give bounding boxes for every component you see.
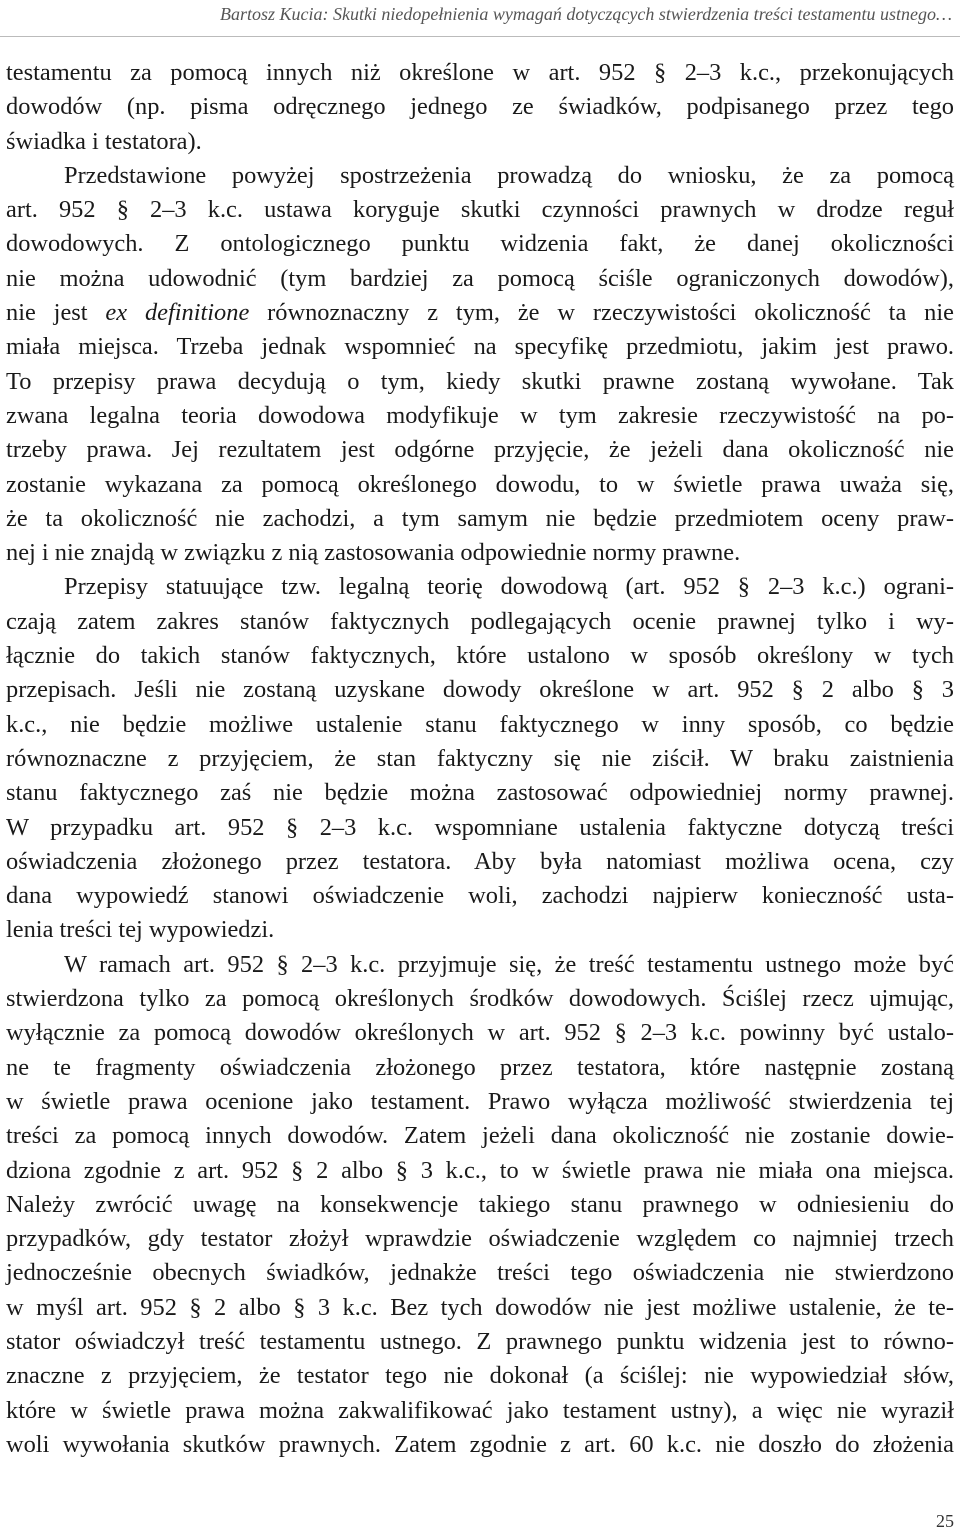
text-line: ne te fragmenty oświadczenia złożonego przez testatora, które następnie zostaną <box>6 1053 954 1081</box>
text-line: To przepisy prawa decydują o tym, kiedy skutki prawne zostaną wywołane. Tak <box>6 367 954 395</box>
text-line: przepisach. Jeśli nie zostaną uzyskane dowody określone w art. 952 § 2 albo § 3 <box>6 676 954 704</box>
text-line: w myśl art. 952 § 2 albo § 3 k.c. Bez tych dowodów nie jest możliwe ustalenie, że te- <box>6 1293 954 1321</box>
text-line: dziona zgodnie z art. 952 § 2 albo § 3 k.c., to w świetle prawa nie miała ona miejsca. <box>6 1156 954 1184</box>
text-line: zwana legalna teoria dowodowa modyfikuje w tym zakresie rzeczywistość na po- <box>6 401 954 429</box>
header-divider <box>0 36 960 37</box>
text-line: świadka i testatora). <box>6 127 202 155</box>
text-line: jednocześnie obecnych świadków, jednakże treści tego oświadczenia nie stwierdzono <box>6 1259 954 1287</box>
text-line: miała miejsca. Trzeba jednak wspomnieć na specyfikę przedmiotu, jakim jest prawo. <box>6 333 954 361</box>
text-line: stator oświadczył treść testamentu ustnego. Z prawnego punktu widzenia jest to równo- <box>6 1327 954 1355</box>
text-line: dana wypowiedź stanowi oświadczenie woli, zachodzi najpierw konieczność usta- <box>6 882 954 910</box>
text-line: dowodów (np. pisma odręcznego jednego ze świadków, podpisanego przez tego <box>6 93 954 121</box>
text-line: testamentu za pomocą innych niż określone w art. 952 § 2–3 k.c., przekonujących <box>6 59 954 86</box>
text-line: znaczne z przyjęciem, że testator tego nie dokonał (a ściślej: nie wypowiedział słów, <box>6 1362 954 1390</box>
page-number: 25 <box>936 1511 954 1531</box>
text-line: równoznaczne z przyjęciem, że stan faktyczny się nie ziścił. W braku zaistnienia <box>6 744 954 772</box>
text-line: trzeby prawa. Jej rezultatem jest odgórne przyjęcie, że jeżeli dana okoliczność nie <box>6 436 954 464</box>
text-line: przypadków, gdy testator złożył wprawdzie oświadczenie względem co najmniej trzech <box>6 1225 954 1253</box>
text-line: dowodowych. Z ontologicznego punktu widzenia fakt, że danej okoliczności <box>6 230 954 258</box>
text-line: czają zatem zakres stanów faktycznych podlegających ocenie prawnej tylko i wy- <box>6 607 954 635</box>
text-line: Należy zwrócić uwagę na konsekwencje takiego stanu prawnego w odniesieniu do <box>6 1190 954 1218</box>
text-line: nej i nie znajdą w związku z nią zastosowania odpowiednie normy prawne. <box>6 539 741 567</box>
text-line: Przepisy statuujące tzw. legalną teorię dowodową (art. 952 § 2–3 k.c.) ograni- <box>64 573 954 601</box>
text-line: w świetle prawa ocenione jako testament. Prawo wyłącza możliwość stwierdzenia tej <box>6 1087 954 1115</box>
text-line: stwierdzona tylko za pomocą określonych środków dowodowych. Ściślej rzecz ujmując, <box>6 985 954 1013</box>
text-line: k.c., nie będzie możliwe ustalenie stanu faktycznego w inny sposób, co będzie <box>6 710 954 738</box>
text-line: woli wywołania skutków prawnych. Zatem zgodnie z art. 60 k.c. nie doszło do złożenia <box>6 1430 954 1458</box>
text-line: łącznie do takich stanów faktycznych, które ustalono w sposób określony w tych <box>6 642 954 670</box>
body-text <box>6 56 954 1462</box>
text-line: treści za pomocą innych dowodów. Zatem jeżeli dana okoliczność nie zostanie dowie- <box>6 1122 954 1150</box>
text-line: że ta okoliczność nie zachodzi, a tym samym nie będzie przedmiotem oceny praw- <box>6 504 954 532</box>
text-line: wyłącznie za pomocą dowodów określonych w art. 952 § 2–3 k.c. powinny być ustalo- <box>6 1019 954 1047</box>
text-line: Przedstawione powyżej spostrzeżenia prowadzą do wniosku, że za pomocą <box>64 161 954 189</box>
text-line: oświadczenia złożonego przez testatora. Aby była natomiast możliwa ocena, czy <box>6 847 954 875</box>
text-line: nie można udowodnić (tym bardziej za pomocą ściśle ograniczonych dowodów), <box>6 264 954 292</box>
text-line: W przypadku art. 952 § 2–3 k.c. wspomniane ustalenia faktyczne dotyczą treści <box>6 813 954 841</box>
text-line: stanu faktycznego zaś nie będzie można zastosować odpowiedniej normy prawnej. <box>6 779 954 807</box>
italic-phrase: ex definitione <box>105 299 250 327</box>
text-line: nie jest ex definitione równoznaczny z tym, że w rzeczywistości okoliczność ta nie <box>6 299 954 327</box>
running-header: Bartosz Kucia: Skutki niedopełnienia wymagań dotyczących stwierdzenia treści testamentu ustnego… <box>219 4 952 24</box>
text-line: art. 952 § 2–3 k.c. ustawa koryguje skutki czynności prawnych w drodze reguł <box>6 196 954 224</box>
text-line: zostanie wykazana za pomocą określonego dowodu, to w świetle prawa uważa się, <box>6 470 954 498</box>
text-line: które w świetle prawa można zakwalifikować jako testament ustny), a więc nie wyraził <box>6 1396 954 1424</box>
text-line: W ramach art. 952 § 2–3 k.c. przyjmuje się, że treść testamentu ustnego może być <box>64 950 954 978</box>
text-line: lenia treści tej wypowiedzi. <box>6 916 275 944</box>
